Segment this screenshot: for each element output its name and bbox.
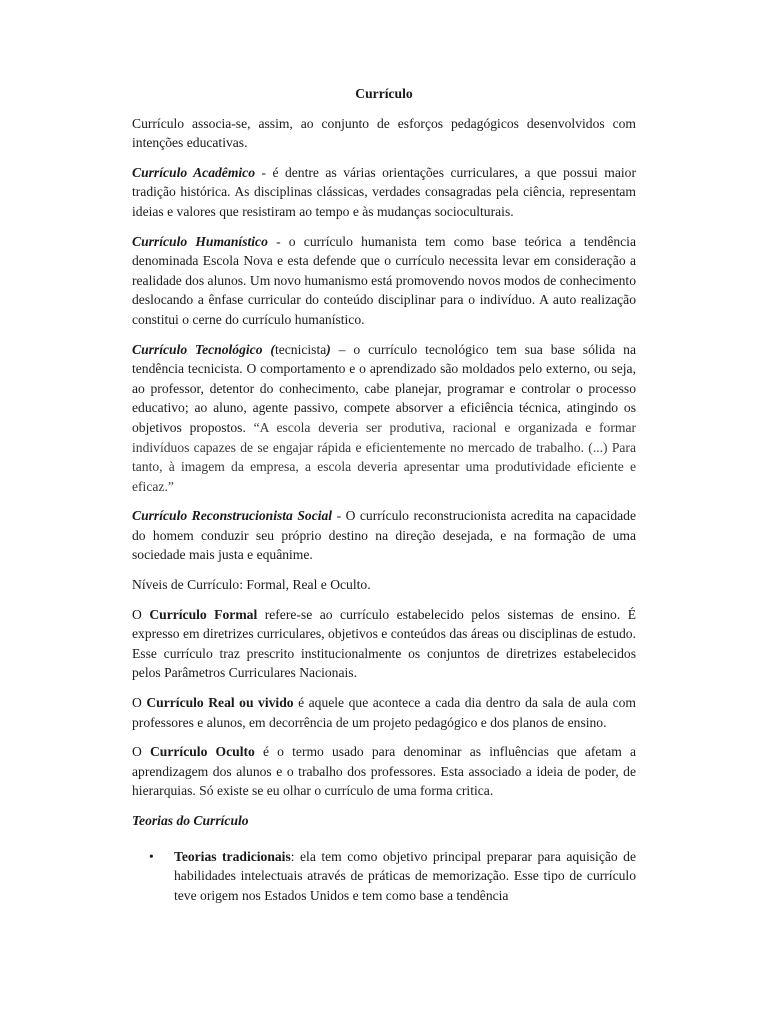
- document-page: [132, 84, 636, 905]
- term-curriculo-oculto: Currículo Oculto: [149, 744, 255, 760]
- list-item: • Teorias tradicionais: ela tem como objetivo principal preparar para aquisição de habilidades intelectuais através de práticas de memorização. Esse tipo de currículo teve origem nos Estados Unidos e tem como base a tendência: [149, 848, 636, 903]
- paragraph-curriculo-oculto: O Currículo Oculto é o termo usado para denominar as influências que afetam a aprendizagem dos alunos e o trabalho dos professores. Esta associado a ideia de poder, de hierarquias. Só existe se eu olhar o currículo de uma forma critica.: [132, 744, 636, 799]
- paragraph-curriculo-humanistico: Currículo Humanístico - o currículo humanista tem como base teórica a tendência denominada Escola Nova e esta defende que o currículo necessita levar em consideração a realidade dos alunos. Um novo humanismo está promovendo novos modos de conhecimento deslocando a ênfase curricular do conteúdo disciplinar para o indivíduo. A auto realização constitui o cerne do currículo humanístico.: [132, 233, 636, 327]
- term-curriculo-academico: Currículo Acadêmico: [132, 164, 256, 180]
- paragraph-curriculo-academico: Currículo Acadêmico - é dentre as várias orientações curriculares, a que possui maior tradição histórica. As disciplinas clássicas, verdades consagradas pela ciência, representam ideias e valores que resistiram ao tempo e às mudanças socioculturais.: [132, 164, 636, 219]
- term-curriculo-humanistico: Currículo Humanístico: [132, 233, 268, 249]
- teorias-list: [132, 847, 636, 906]
- paragraph-curriculo-real: O Currículo Real ou vivido é aquele que acontece a cada dia dentro da sala de aula com professores e alunos, em decorrência de um projeto pedagógico e dos planos de ensino.: [132, 695, 636, 730]
- term-curriculo-formal: Currículo Formal: [149, 606, 258, 622]
- intro-paragraph: Currículo associa-se, assim, ao conjunto de esforços pedagógicos desenvolvidos com intenções educativas.: [132, 115, 636, 151]
- term-curriculo-reconstrucionista: Currículo Reconstrucionista Social: [132, 508, 333, 524]
- bullet-icon: •: [149, 848, 154, 864]
- section-heading-teorias: Teorias do Currículo: [132, 813, 249, 828]
- tecnologico-quote: “A escola deveria ser produtiva, racional e organizada e formar indivíduos capazes de se engajar rápida e eficientemente no mercado de trabalho. (...) Para tanto, à imagem da empresa, a escola deveria apresentar uma produtividade eficiente e eficaz.”: [132, 419, 637, 494]
- term-teorias-tradicionais: Teorias tradicionais: [174, 848, 291, 864]
- paragraph-curriculo-reconstrucionista: Currículo Reconstrucionista Social - O currículo reconstrucionista acredita na capacidade do homem conduzir seu próprio destino na direção desejada, e na formação de uma sociedade mais justa e equânime.: [132, 508, 636, 563]
- document-title: Currículo: [355, 86, 413, 101]
- paragraph-curriculo-formal: O Currículo Formal refere-se ao currículo estabelecido pelos sistemas de ensino. É expresso em diretrizes curriculares, objetivos e conteúdos das áreas ou disciplinas de estudo. Esse currículo traz prescrito institucionalmente os conjuntos de diretrizes estabelecidos pelos Parâmetros Curriculares Nacionais.: [132, 606, 637, 681]
- term-curriculo-real: Currículo Real ou vivido: [146, 695, 294, 711]
- paragraph-niveis: Níveis de Currículo: Formal, Real e Oculto.: [132, 577, 371, 593]
- term-curriculo-tecnologico: Currículo Tecnológico (: [132, 341, 275, 357]
- paragraph-curriculo-tecnologico: Currículo Tecnológico (tecnicista) – o currículo tecnológico tem sua base sólida na tendência tecnicista. O comportamento e o aprendizado são moldados pelo externo, ou seja, ao professor, detentor do conhecimento, cabe planejar, programar e controlar o processo educativo; ao aluno, agente passivo, compete absorver a eficiência técnica, atingindo os objetivos propostos. “A escola deveria ser produtiva, racional e organizada e formar indivíduos capazes de se engajar rápida e eficientemente no mercado de trabalho. (...) Para tanto, à imagem da empresa, a escola deveria apresentar uma produtividade eficiente e eficaz.”: [132, 341, 637, 494]
